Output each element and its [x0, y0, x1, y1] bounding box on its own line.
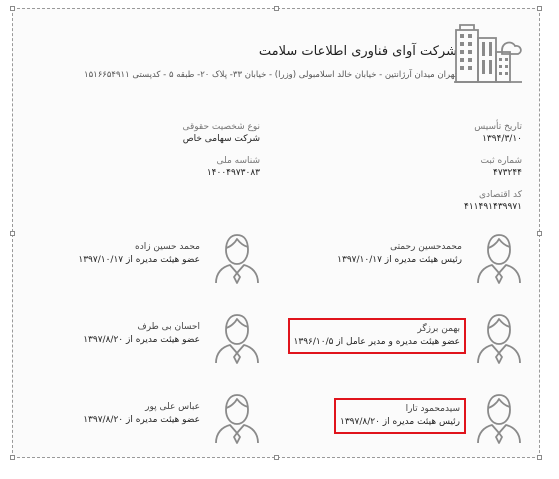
member-role: عضو هیئت مدیره از ۱۳۹۷/۸/۲۰: [83, 415, 200, 425]
company-title: شرکت آوای فناوری اطلاعات سلامت: [258, 44, 457, 59]
resize-handle-middle-right[interactable]: [537, 231, 542, 236]
member-info: [333, 238, 466, 270]
member-name: احسان بی طرف: [137, 322, 200, 332]
registration-field: [481, 155, 522, 179]
person-avatar-icon: [476, 310, 522, 364]
founding-date-label: تاریخ تأسیس: [474, 122, 522, 132]
member-name: محمد حسین زاده: [134, 242, 200, 252]
person-avatar-icon: [476, 390, 522, 444]
member-name: بهمن برزگر: [417, 324, 460, 334]
member-name: سیدمحمود تارا: [405, 404, 460, 414]
member-name: محمدحسین رحمتی: [390, 242, 462, 252]
legal-type-label: نوع شخصیت حقوقی: [182, 122, 260, 132]
registration-label: شماره ثبت: [480, 156, 522, 166]
economic-code-field: [464, 189, 522, 213]
highlighted-member-info: [288, 318, 466, 354]
person-avatar-icon: [214, 390, 260, 444]
economic-code-value: ۴۱۱۴۹۱۴۳۹۹۷۱: [463, 202, 522, 212]
resize-handle-top-left[interactable]: [10, 6, 15, 11]
member-role: رئیس هیئت مدیره از ۱۳۹۷/۱۰/۱۷: [337, 255, 462, 265]
resize-handle-bottom-right[interactable]: [537, 455, 542, 460]
highlighted-member-info: [334, 398, 466, 434]
person-avatar-icon: [476, 230, 522, 284]
legal-type-field: [182, 121, 260, 145]
person-avatar-icon: [214, 230, 260, 284]
member-name: عباس علی پور: [145, 402, 200, 412]
resize-handle-bottom-center[interactable]: [274, 455, 279, 460]
national-id-value: ۱۴۰۰۴۹۷۳۰۸۳: [206, 168, 260, 178]
member-role: عضو هیئت مدیره از ۱۳۹۷/۸/۲۰: [83, 335, 200, 345]
person-avatar-icon: [214, 310, 260, 364]
member-role: رئیس هیئت مدیره از ۱۳۹۷/۸/۲۰: [340, 417, 460, 427]
resize-handle-bottom-left[interactable]: [10, 455, 15, 460]
national-id-field: [207, 155, 260, 179]
national-id-label: شناسه ملی: [216, 156, 260, 166]
founding-date-value: ۱۳۹۴/۳/۱۰: [482, 134, 522, 144]
economic-code-label: کد اقتصادی: [479, 190, 522, 200]
member-role: عضو هیئت مدیره از ۱۳۹۷/۱۰/۱۷: [78, 255, 200, 265]
founding-date-field: [474, 121, 522, 145]
building-icon: [452, 24, 524, 84]
member-info: [79, 318, 204, 350]
board-member-card: [272, 230, 522, 286]
company-address: تهران میدان آرژانتین - خیابان خالد اسلامبولی (وزرا) - خیابان ۳۳- پلاک ۲۰- طبقه ۵ - کدپستی ۱۵۱۶۶۵۴۹۱۱: [84, 70, 457, 80]
member-info: [74, 238, 204, 270]
legal-type-value: شرکت سهامی خاص: [182, 134, 260, 144]
board-member-card: [10, 230, 260, 286]
resize-handle-top-right[interactable]: [537, 6, 542, 11]
board-member-card: [272, 310, 522, 366]
member-role: عضو هیئت مدیره و مدیر عامل از ۱۳۹۶/۱۰/۵: [293, 337, 460, 347]
board-member-card: [10, 310, 260, 366]
board-member-card: [272, 390, 522, 446]
resize-handle-top-center[interactable]: [274, 6, 279, 11]
member-info: [79, 398, 204, 430]
board-member-card: [10, 390, 260, 446]
registration-value: ۴۷۳۲۴۴: [492, 168, 522, 178]
